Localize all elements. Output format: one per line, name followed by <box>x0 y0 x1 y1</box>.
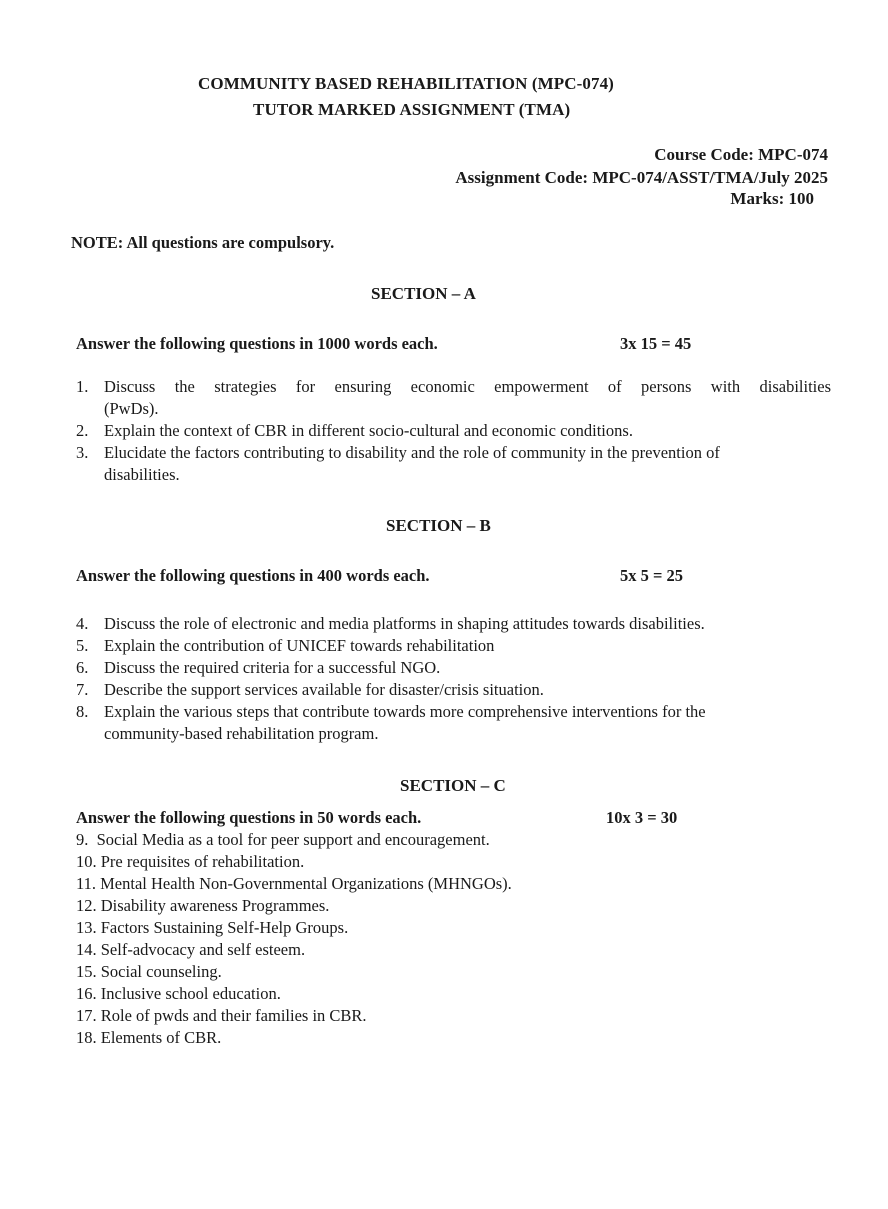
question-number: 9. <box>76 830 89 849</box>
section-b-instruction: Answer the following questions in 400 words each. <box>76 566 430 585</box>
question-text: Elucidate the factors contributing to disability and the role of community in the prevention of <box>104 443 720 462</box>
question-4 <box>76 614 831 636</box>
question-text: Social Media as a tool for peer support and encouragement. <box>96 830 490 849</box>
note: NOTE: All questions are compulsory. <box>71 233 335 252</box>
question-text: Social counseling. <box>100 962 222 981</box>
question-number: 14. <box>76 940 97 959</box>
section-a-marks: 3x 15 = 45 <box>620 334 692 353</box>
question-9 <box>76 830 490 850</box>
question-text: Factors Sustaining Self-Help Groups. <box>100 918 349 937</box>
question-15 <box>76 962 222 982</box>
document-title: COMMUNITY BASED REHABILITATION (MPC-074) <box>198 74 614 93</box>
question-18 <box>76 1028 221 1048</box>
question-text-cont: community-based rehabilitation program. <box>104 724 379 743</box>
question-1 <box>76 377 831 421</box>
question-text: Explain the various steps that contribute towards more comprehensive interventions for the <box>104 702 706 721</box>
question-number: 11. <box>76 874 97 893</box>
question-text: Discuss the strategies for ensuring economic empowerment of persons with disabilities <box>104 377 831 396</box>
question-number: 5. <box>76 636 89 655</box>
question-text-cont: disabilities. <box>104 465 180 484</box>
question-text: Explain the context of CBR in different socio-cultural and economic conditions. <box>104 421 633 440</box>
question-text: Role of pwds and their families in CBR. <box>100 1006 367 1025</box>
question-number: 2. <box>76 421 89 440</box>
question-number: 6. <box>76 658 89 677</box>
question-12 <box>76 896 329 916</box>
question-text: Elements of CBR. <box>100 1028 222 1047</box>
question-2 <box>76 421 831 443</box>
question-text: Self-advocacy and self esteem. <box>100 940 306 959</box>
question-text: Mental Health Non-Governmental Organizations (MHNGOs). <box>100 874 512 893</box>
question-5 <box>76 636 831 658</box>
section-c-heading: SECTION – C <box>400 776 506 795</box>
question-number: 1. <box>76 377 89 396</box>
question-text: Explain the contribution of UNICEF towards rehabilitation <box>104 636 495 655</box>
question-text: Inclusive school education. <box>100 984 281 1003</box>
question-number: 3. <box>76 443 89 462</box>
question-text: Discuss the required criteria for a successful NGO. <box>104 658 441 677</box>
question-number: 8. <box>76 702 89 721</box>
question-10 <box>76 852 304 872</box>
question-11 <box>76 874 512 894</box>
question-number: 18. <box>76 1028 97 1047</box>
section-c-marks: 10x 3 = 30 <box>606 808 678 827</box>
section-a-heading: SECTION – A <box>371 284 476 303</box>
question-16 <box>76 984 281 1004</box>
question-3 <box>76 443 831 487</box>
question-13 <box>76 918 348 938</box>
question-17 <box>76 1006 367 1026</box>
question-number: 4. <box>76 614 89 633</box>
question-7 <box>76 680 831 702</box>
question-text: Discuss the role of electronic and media platforms in shaping attitudes towards disabilities. <box>104 614 705 633</box>
question-number: 10. <box>76 852 97 871</box>
question-number: 15. <box>76 962 97 981</box>
document-subtitle: TUTOR MARKED ASSIGNMENT (TMA) <box>253 100 571 119</box>
question-text: Disability awareness Programmes. <box>100 896 330 915</box>
question-text: Pre requisites of rehabilitation. <box>100 852 305 871</box>
course-code: Course Code: MPC-074 <box>654 145 828 164</box>
question-8 <box>76 702 831 746</box>
section-b-heading: SECTION – B <box>386 516 491 535</box>
question-text-cont: (PwDs). <box>104 399 159 418</box>
question-number: 13. <box>76 918 97 937</box>
total-marks: Marks: 100 <box>730 189 814 208</box>
question-number: 16. <box>76 984 97 1003</box>
question-text: Describe the support services available for disaster/crisis situation. <box>104 680 544 699</box>
section-b-marks: 5x 5 = 25 <box>620 566 684 585</box>
question-number: 17. <box>76 1006 97 1025</box>
section-a-instruction: Answer the following questions in 1000 words each. <box>76 334 438 353</box>
question-14 <box>76 940 305 960</box>
question-6 <box>76 658 831 680</box>
question-number: 7. <box>76 680 89 699</box>
question-number: 12. <box>76 896 97 915</box>
section-c-instruction: Answer the following questions in 50 words each. <box>76 808 422 827</box>
assignment-code: Assignment Code: MPC-074/ASST/TMA/July 2025 <box>455 168 828 187</box>
